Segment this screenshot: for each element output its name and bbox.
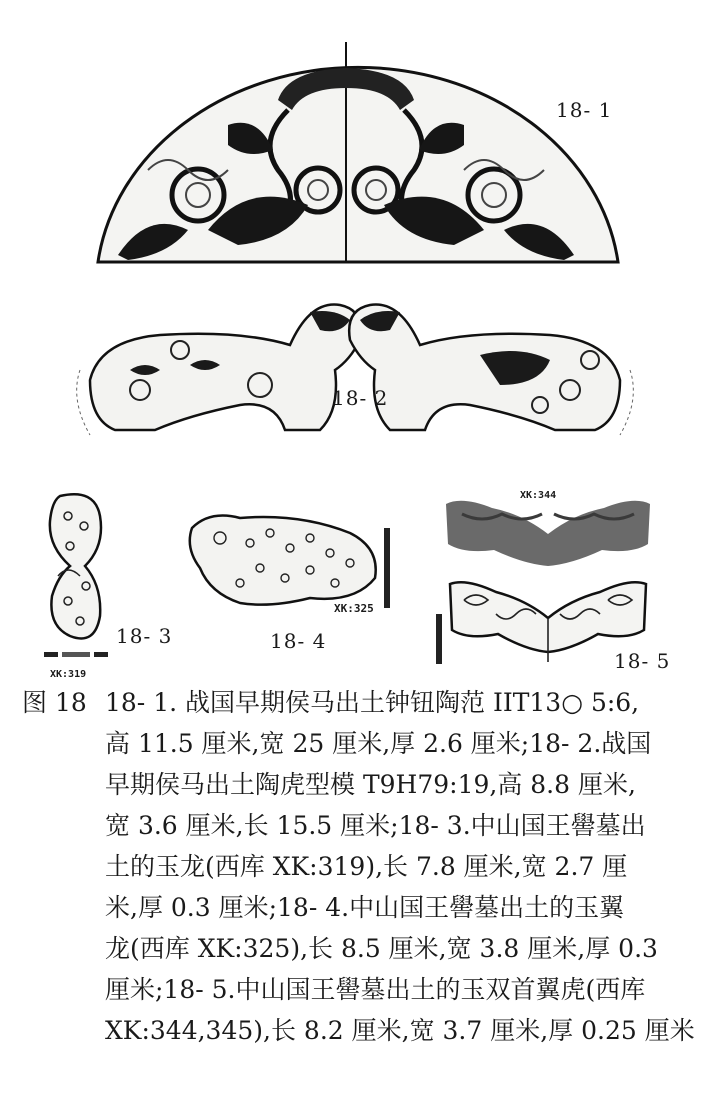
bell-knob-mould-drawing xyxy=(88,30,628,270)
jade-double-headed-tiger-photo xyxy=(442,494,654,570)
figure-label-18-2: 18- 2 xyxy=(332,386,389,410)
caption-text xyxy=(105,682,695,1051)
caption-figure-number: 图 18 xyxy=(22,688,87,717)
caption-line: 宽 3.6 厘米,长 15.5 厘米;18- 3.中山国王嚳墓出 xyxy=(105,811,646,840)
caption-line: 米,厚 0.3 厘米;18- 4.中山国王嚳墓出土的玉翼 xyxy=(105,893,625,922)
caption-line: XK:344,345),长 8.2 厘米,宽 3.7 厘米,厚 0.25 厘米 xyxy=(105,1016,695,1045)
caption-line: 厘米;18- 5.中山国王嚳墓出土的玉双首翼虎(西库 xyxy=(105,975,646,1004)
figure-label-18-5: 18- 5 xyxy=(614,649,671,673)
figure-label-18-4: 18- 4 xyxy=(270,629,327,653)
caption-line: 土的玉龙(西库 XK:319),长 7.8 厘米,宽 2.7 厘 xyxy=(105,852,628,881)
specimen-tag-319: XK:319 xyxy=(50,669,87,680)
specimen-tag-344: XK:344 xyxy=(520,490,557,501)
caption-line: 早期侯马出土陶虎型模 T9H79:19,高 8.8 厘米, xyxy=(105,770,636,799)
figure-label-18-3: 18- 3 xyxy=(116,624,173,648)
caption-line: 高 11.5 厘米,宽 25 厘米,厚 2.6 厘米;18- 2.战国 xyxy=(105,729,652,758)
caption-line: 龙(西库 XK:325),长 8.5 厘米,宽 3.8 厘米,厚 0.3 xyxy=(105,934,658,963)
specimen-tag-325: XK:325 xyxy=(334,602,374,615)
jade-dragon-319-drawing xyxy=(40,486,112,666)
figure-label-18-1: 18- 1 xyxy=(556,98,613,122)
tiger-models-drawing xyxy=(70,290,640,450)
caption-line: 18- 1. 战国早期侯马出土钟钮陶范 IIT13○ 5:6, xyxy=(105,688,640,717)
